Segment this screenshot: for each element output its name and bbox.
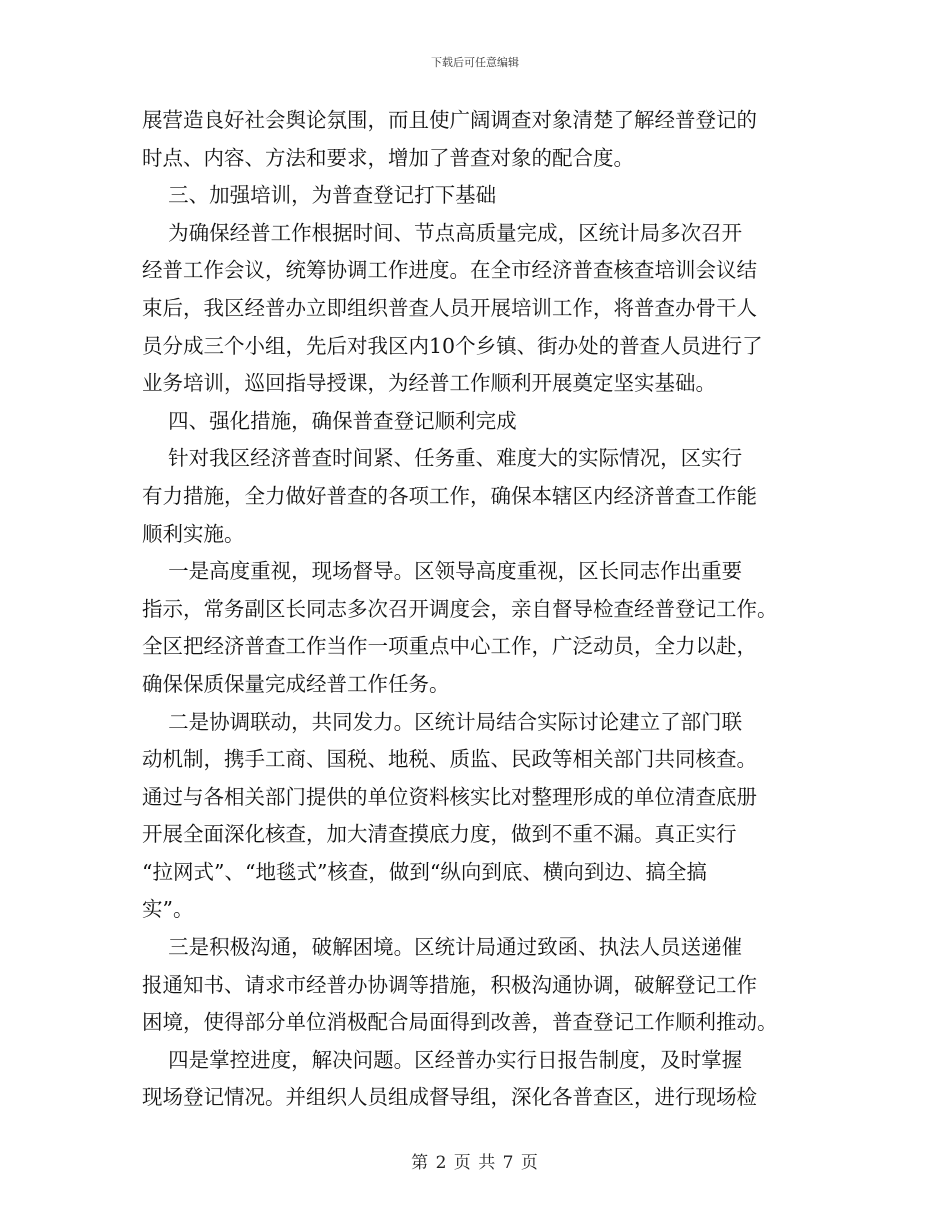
text-line: 业务培训，巡回指导授课，为经普工作顺利开展奠定坚实基础。 <box>142 371 716 396</box>
text-line: “拉网式”、“地毯式”核查，做到“纵向到底、横向到边、搞全搞 <box>142 859 707 884</box>
text-line: 有力措施，全力做好普查的各项工作，确保本辖区内经济普查工作能 <box>142 483 757 508</box>
text-line: 员分成三个小组，先后对我区内10个乡镇、街办处的普查人员进行了 <box>142 333 763 358</box>
text-line: 顺利实施。 <box>142 521 245 546</box>
text-line: 困境，使得部分单位消极配合局面得到改善，普查登记工作顺利推动。 <box>142 1010 778 1035</box>
text-line: 三、加强培训，为普查登记打下基础 <box>142 183 497 208</box>
text-line: 实”。 <box>142 897 194 922</box>
text-line: 展营造良好社会舆论氛围，而且使广阔调查对象清楚了解经普登记的 <box>142 108 757 132</box>
text-line: 开展全面深化核查，加大清查摸底力度，做到不重不漏。真正实行 <box>142 822 737 847</box>
text-line: 四是掌控进度，解决问题。区经普办实行日报告制度，及时掌握 <box>142 1047 743 1072</box>
text-line: 三是积极沟通，破解困境。区统计局通过致函、执法人员送递催 <box>142 935 743 960</box>
page-footer-number: 第 2 页 共 7 页 <box>411 1153 539 1173</box>
text-line: 针对我区经济普查时间紧、任务重、难度大的实际情况，区实行 <box>142 446 743 471</box>
text-line: 为确保经普工作根据时间、节点高质量完成，区统计局多次召开 <box>142 220 743 245</box>
text-line: 一是高度重视，现场督导。区领导高度重视，区长同志作出重要 <box>142 559 743 584</box>
page-header-note: 下载后可任意编辑 <box>431 56 519 69</box>
text-line: 指示，常务副区长同志多次召开调度会，亲自督导检查经普登记工作。 <box>142 596 778 621</box>
text-line: 二是协调联动，共同发力。区统计局结合实际讨论建立了部门联 <box>142 709 743 734</box>
text-line: 时点、内容、方法和要求，增加了普查对象的配合度。 <box>142 145 634 170</box>
text-line: 经普工作会议，统筹协调工作进度。在全市经济普查核查培训会议结 <box>142 258 757 283</box>
text-line: 报通知书、请求市经普办协调等措施，积极沟通协调，破解登记工作 <box>142 972 757 997</box>
document-body <box>142 102 812 1117</box>
text-line: 束后，我区经普办立即组织普查人员开展培训工作，将普查办骨干人 <box>142 295 757 320</box>
text-line: 确保保质保量完成经普工作任务。 <box>142 671 450 696</box>
text-line: 四、强化措施，确保普查登记顺利完成 <box>142 408 517 433</box>
text-line: 全区把经济普查工作当作一项重点中心工作，广泛动员，全力以赴， <box>142 634 757 659</box>
text-line: 现场登记情况。并组织人员组成督导组，深化各普查区，进行现场检 <box>142 1085 757 1110</box>
text-line: 通过与各相关部门提供的单位资料核实比对整理形成的单位清查底册 <box>142 784 757 809</box>
text-line: 动机制，携手工商、国税、地税、质监、民政等相关部门共同核查。 <box>142 747 757 772</box>
